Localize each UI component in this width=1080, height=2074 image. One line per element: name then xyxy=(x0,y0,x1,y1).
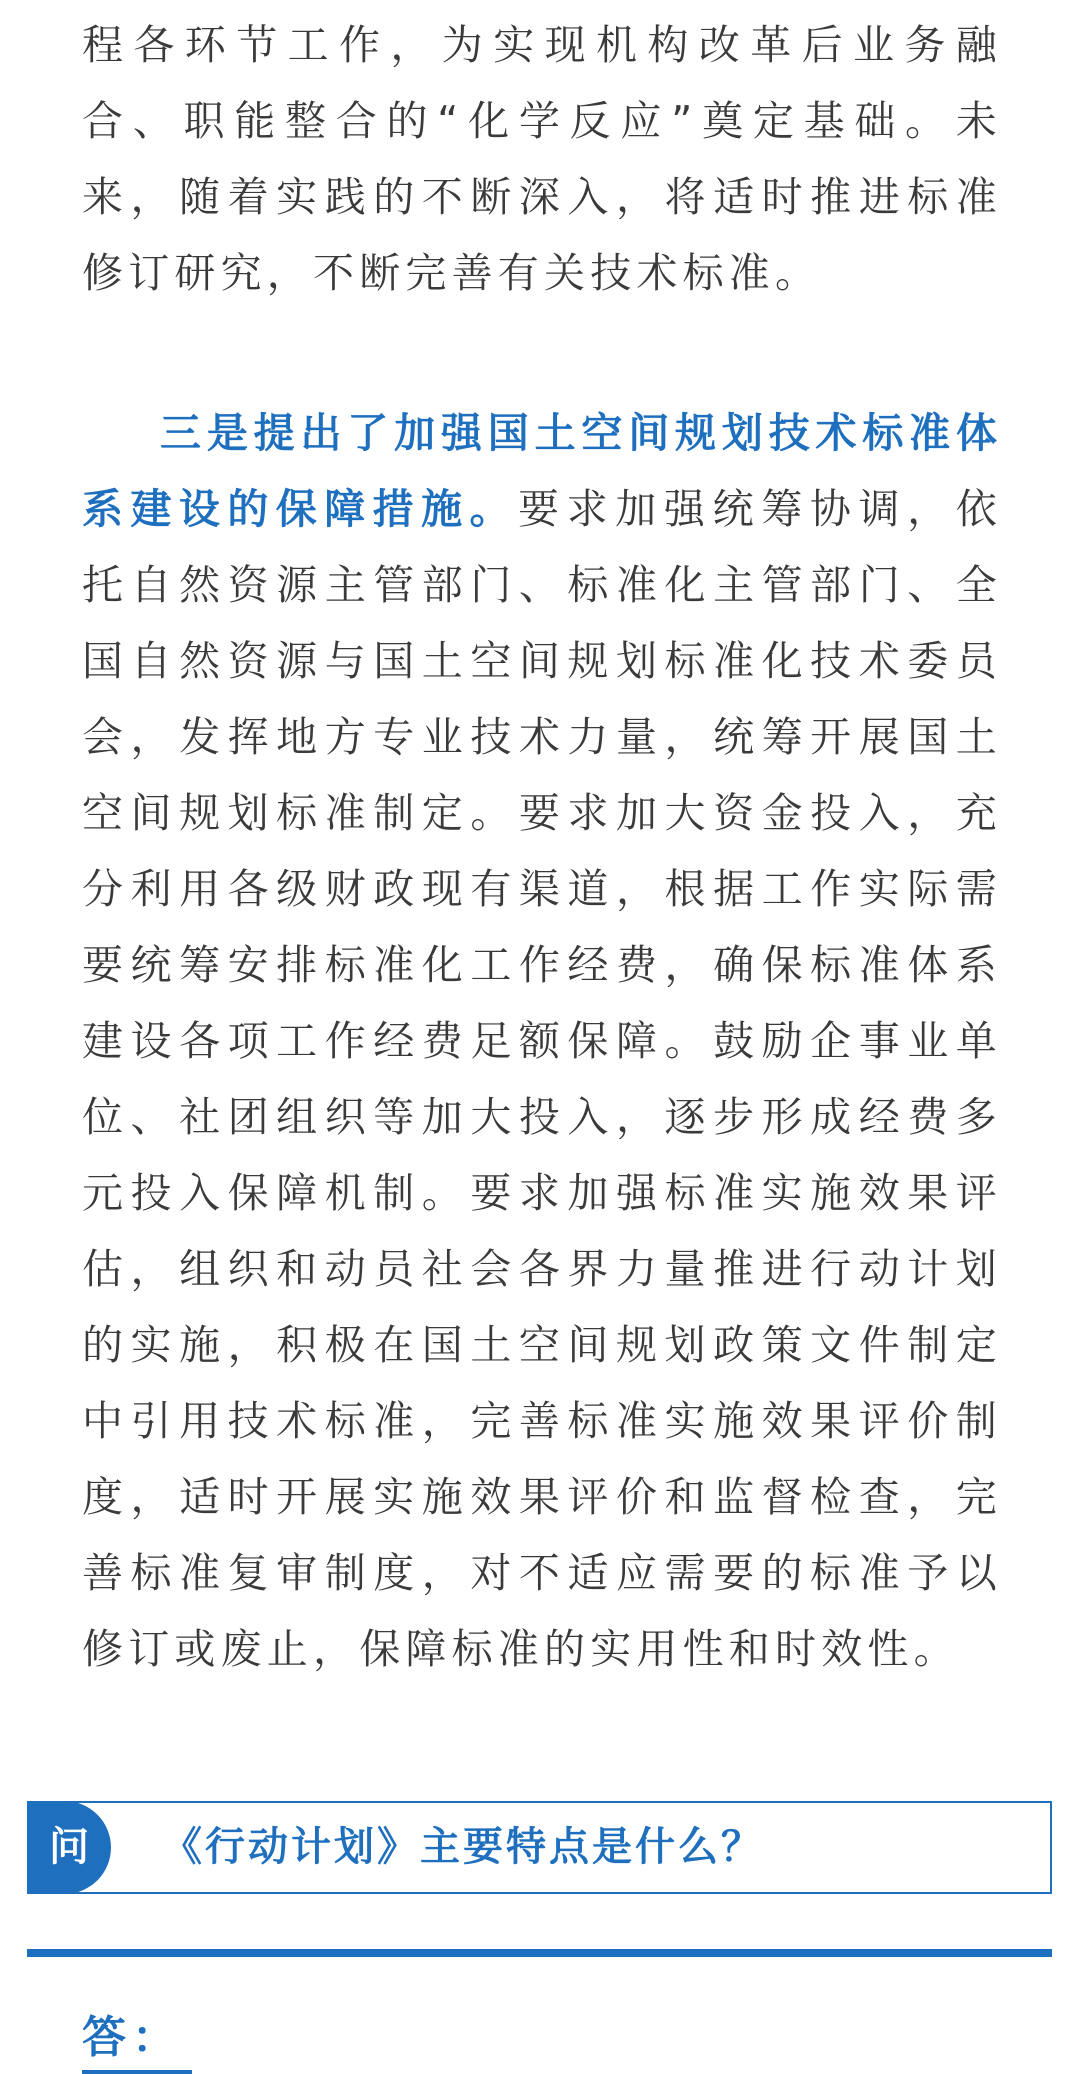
paragraph-1: 程各环节工作，为实现机构改革后业务融合、职能整合的“化学反应”奠定基础。未来，随着实践的不断深入，将适时推进标准修订研究，不断完善有关技术标准。 xyxy=(82,21,1002,297)
question-box xyxy=(27,1801,1052,1894)
answer-label: 答： xyxy=(82,2012,192,2074)
section-divider xyxy=(27,1949,1052,1957)
paragraph-2 xyxy=(82,395,1002,1687)
paragraph-2-highlight: 三是提出了加强国土空间规划技术标准体系建设的保障措施。 xyxy=(82,409,1002,533)
paragraph-2-body: 要求加强统筹协调，依托自然资源主管部门、标准化主管部门、全国自然资源与国土空间规划标准化技术委员会，发挥地方专业技术力量，统筹开展国土空间规划标准制定。要求加大资金投入，充分利用各级财政现有渠道，根据工作实际需要统筹安排标准化工作经费，确保标准体系建设各项工作经费足额保障。鼓励企事业单位、社团组织等加大投入，逐步形成经费多元投入保障机制。要求加强标准实施效果评估，组织和动员社会各界力量推进行动计划的实施，积极在国土空间规划政策文件制定中引用技术标准，完善标准实施效果评价制度，适时开展实施效果评价和监督检查，完善标准复审制度，对不适应需要的标准予以修订或废止，保障标准的实用性和时效性。 xyxy=(82,485,1002,1673)
question-badge: 问 xyxy=(27,1801,111,1894)
question-text: 《行动计划》主要特点是什么？ xyxy=(162,1824,764,1870)
